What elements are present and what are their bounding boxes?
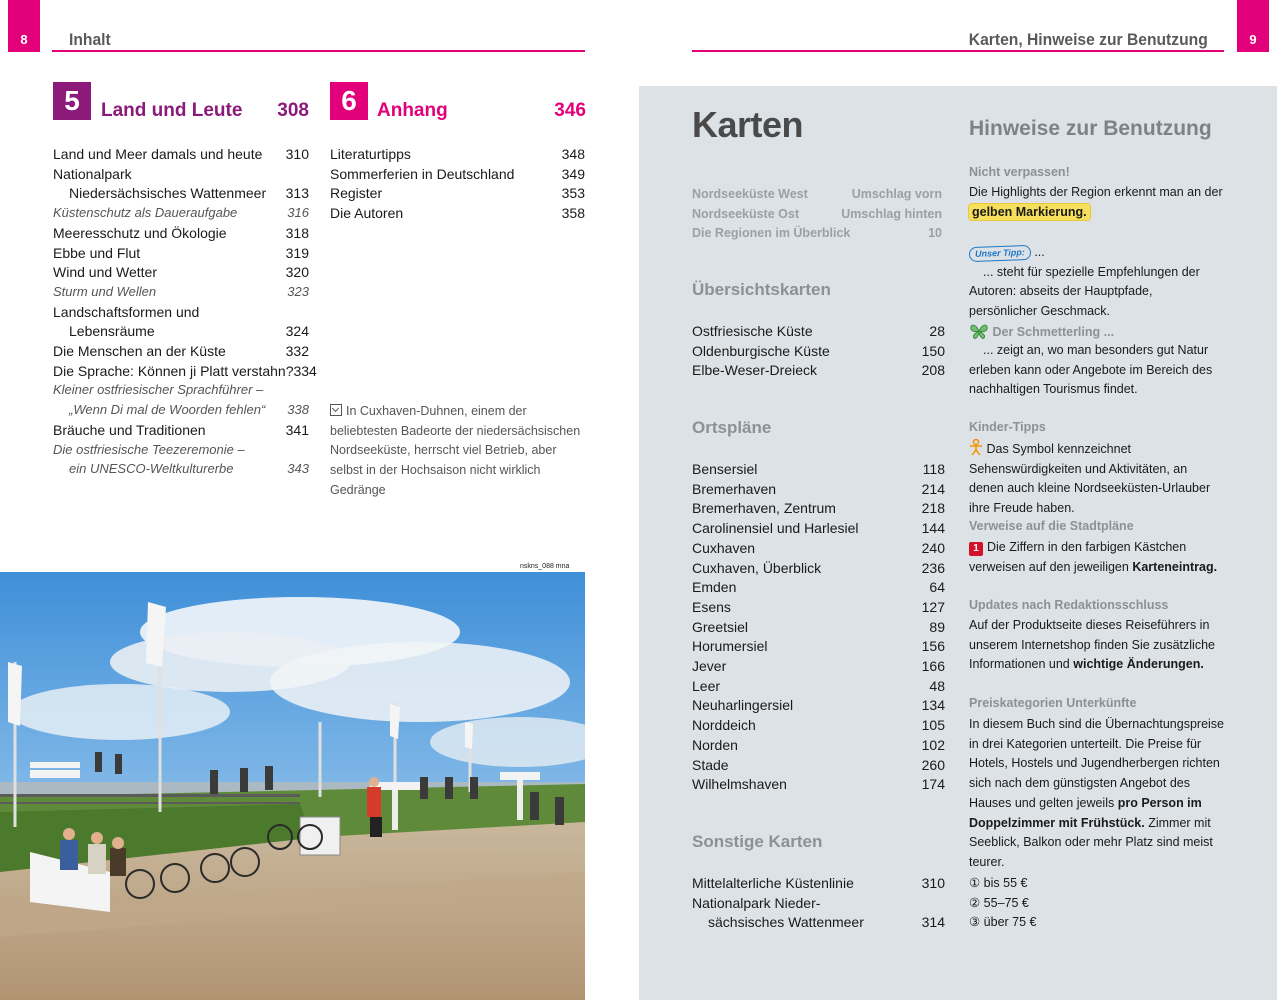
page-number-left: 8 <box>8 0 40 52</box>
verweise-text <box>969 538 1224 577</box>
toc-entry-text: Ebbe und Flut <box>53 244 141 261</box>
town-map-entry[interactable] <box>692 459 945 479</box>
town-map-entry[interactable] <box>692 636 945 656</box>
header-title-left: Inhalt <box>69 30 111 49</box>
toc-entry[interactable] <box>330 164 585 184</box>
toc-entry-page: 341 <box>285 421 309 438</box>
toc-entry-page: 324 <box>285 323 309 340</box>
price-category-1: ① bis 55 € <box>969 876 1028 890</box>
town-heading: Ortspläne <box>692 418 772 437</box>
unser-tipp-text: ... steht für spezielle Empfehlungen der Autoren: abseits der Hauptpfade, persönlicher Geschmack. <box>969 264 1200 319</box>
town-map-entry[interactable] <box>692 676 945 696</box>
toc-entry-page: 313 <box>285 185 309 202</box>
toc-entry[interactable] <box>53 400 309 420</box>
toc-entry[interactable] <box>53 282 309 302</box>
updates-bold[interactable]: wichtige Änderungen. <box>1073 657 1204 672</box>
town-map-entry-text: Cuxhaven, Überblick <box>692 559 822 576</box>
highlight-marker: gelben Markierung. <box>969 204 1090 220</box>
toc-entry[interactable] <box>53 459 309 479</box>
toc-entry[interactable] <box>53 302 309 322</box>
town-map-entry-page: 102 <box>921 736 945 753</box>
other-map-entry-text: Nationalpark Nieder- <box>692 894 821 911</box>
toc-entry-page: 323 <box>287 283 309 299</box>
toc-entry[interactable] <box>53 341 309 361</box>
town-map-entry-text: Wilhelmshaven <box>692 776 787 793</box>
toc-entry-text: Land und Meer damals und heute <box>53 146 263 162</box>
other-maps-heading: Sonstige Karten <box>692 832 823 851</box>
town-map-entry-text: Leer <box>692 677 721 694</box>
chapter-6-page: 346 <box>554 100 586 121</box>
toc-entry[interactable] <box>53 144 309 164</box>
kinder-heading: Kinder-Tipps <box>969 420 1046 434</box>
schmetterling-heading-row <box>969 322 1114 340</box>
verweise-heading: Verweise auf die Stadtpläne <box>969 519 1134 533</box>
town-map-entry-text: Horumersiel <box>692 638 768 655</box>
caption-arrow-icon <box>330 404 342 416</box>
schmetterling-text <box>969 341 1224 400</box>
town-map-entry[interactable] <box>692 656 945 676</box>
town-map-entry[interactable] <box>692 498 945 518</box>
town-map-entry-page: 134 <box>921 697 945 714</box>
toc-entry-page: 332 <box>285 343 309 359</box>
cover-map-entry-text: Nordseeküste Ost <box>692 206 799 221</box>
town-map-entry-text: Emden <box>692 579 737 596</box>
toc-entry-page: 358 <box>561 205 585 222</box>
toc-entry-page: 348 <box>561 146 585 162</box>
overview-map-entry-page: 208 <box>921 362 945 379</box>
overview-map-entry-page: 150 <box>921 342 945 359</box>
town-map-entry-page: 105 <box>921 717 945 734</box>
child-icon <box>969 439 983 455</box>
town-map-entry-text: Bremerhaven <box>692 480 777 497</box>
town-map-entry[interactable] <box>692 518 945 538</box>
town-map-entry-page: 118 <box>922 461 945 477</box>
karten-title: Karten <box>692 104 804 145</box>
toc-entry-text: Die Menschen an der Küste <box>53 343 226 359</box>
toc-entry[interactable] <box>330 183 585 203</box>
hinweise-title: Hinweise zur Benutzung <box>969 117 1212 140</box>
town-map-entry[interactable] <box>692 755 945 775</box>
photo-code: nskns_088 mna <box>520 563 570 570</box>
town-map-entry[interactable] <box>692 597 945 617</box>
toc-entry-page: 318 <box>285 224 309 241</box>
toc-entry[interactable] <box>53 243 309 263</box>
town-map-entry-page: 174 <box>921 776 945 793</box>
other-map-entry-page: 314 <box>921 914 945 931</box>
preise-heading: Preiskategorien Unterkünfte <box>969 696 1137 710</box>
kinder-body: Das Symbol kennzeichnet Sehenswürdigkeiten und Aktivitäten, an denen auch kleine Nordseeküsten-Urlauber ihre Freude haben. <box>969 442 1211 516</box>
toc-entry[interactable] <box>53 164 309 184</box>
unser-tipp-dots: ... <box>1034 245 1045 259</box>
town-map-entry-text: Cuxhaven <box>692 539 756 556</box>
town-map-entry[interactable] <box>692 715 945 735</box>
price-category-2: ② 55–75 € <box>969 896 1029 910</box>
other-map-entry-text: sächsisches Wattenmeer <box>708 914 864 931</box>
overview-map-entry-text: Elbe-Weser-Dreieck <box>692 362 817 379</box>
promenade-photo <box>0 572 585 1000</box>
town-map-entry-text: Esens <box>692 598 731 615</box>
toc-entry-text: Nationalpark <box>53 165 132 182</box>
schmetterling-heading: Der Schmetterling ... <box>992 325 1115 339</box>
town-map-entry[interactable] <box>692 538 945 558</box>
town-map-entry-page: 127 <box>921 598 945 615</box>
toc-entry-text: Literaturtipps <box>330 146 411 162</box>
price-category-3: ③ über 75 € <box>969 915 1037 929</box>
other-map-entry[interactable] <box>692 873 945 893</box>
cover-map-entry[interactable] <box>692 223 942 243</box>
other-map-entry-page: 310 <box>921 875 945 891</box>
header-rule-right <box>692 50 1224 52</box>
preise-body-1: In diesem Buch sind die Übernachtungspreise in drei Kategorien unterteilt. Die Preise für Hotels, Hostels und Jugendherbergen richten sich nach dem günstigsten Angebot des Hauses und gelten jeweils <box>969 717 1225 810</box>
town-map-entry[interactable] <box>692 577 945 597</box>
toc-entry-text: Register <box>330 185 383 202</box>
unser-tipp-block <box>969 243 1224 322</box>
town-map-entry-text: Norden <box>692 736 738 753</box>
overview-map-entry[interactable] <box>692 341 945 361</box>
kinder-text <box>969 439 1224 519</box>
other-map-entry[interactable] <box>692 912 945 932</box>
updates-heading: Updates nach Redaktionsschluss <box>969 598 1169 612</box>
town-map-entry-page: 48 <box>929 677 945 694</box>
overview-map-entry-text: Ostfriesische Küste <box>692 323 813 339</box>
verweise-bold: Karteneintrag. <box>1132 559 1218 574</box>
overview-map-entry[interactable] <box>692 360 945 380</box>
town-map-entry[interactable] <box>692 695 945 715</box>
toc-entry[interactable] <box>53 380 309 400</box>
town-map-entry-text: Bensersiel <box>692 461 758 477</box>
header-rule-left <box>52 50 585 52</box>
town-map-entry-page: 214 <box>921 480 945 497</box>
toc-entry-text: ein UNESCO-Weltkulturerbe <box>69 461 234 477</box>
preise-bold: pro Person im Doppelzimmer mit Frühstück. <box>969 795 1202 830</box>
nicht-verpassen-text <box>969 183 1224 222</box>
chapter-6-number: 6 <box>330 82 368 120</box>
chapter-6-title[interactable]: Anhang <box>377 100 448 121</box>
toc-entry-page: 338 <box>287 402 309 418</box>
toc-entry-text: Sturm und Wellen <box>53 283 157 299</box>
cover-map-entry-page: Umschlag hinten <box>841 206 942 221</box>
town-map-entry-text: Jever <box>692 658 727 674</box>
toc-entry[interactable] <box>53 321 309 341</box>
town-map-entry-text: Greetsiel <box>692 618 749 635</box>
toc-entry-page: 319 <box>285 244 309 261</box>
chapter-5-title[interactable]: Land und Leute <box>101 100 243 121</box>
toc-entry-page: 334 <box>293 362 317 379</box>
preise-text <box>969 715 1224 873</box>
town-map-entry-page: 166 <box>921 658 945 674</box>
toc-entry[interactable] <box>53 223 309 243</box>
updates-text <box>969 616 1224 675</box>
toc-entry-text: Lebensräume <box>69 323 155 340</box>
town-map-entry[interactable] <box>692 735 945 755</box>
other-map-entry-text: Mittelalterliche Küstenlinie <box>692 875 854 891</box>
town-map-entry-page: 156 <box>921 638 945 655</box>
unser-tipp-badge: Unser Tipp: <box>969 245 1031 262</box>
promenade-photo-illustration <box>0 572 585 1000</box>
verweise-body: Die Ziffern in den farbigen Kästchen verweisen auf den jeweiligen <box>969 540 1187 574</box>
toc-entry-page: 349 <box>561 165 585 182</box>
header-title-right: Karten, Hinweise zur Benutzung <box>969 30 1208 49</box>
chapter-5-page: 308 <box>277 100 309 121</box>
town-map-entry-text: Norddeich <box>692 717 756 734</box>
toc-entry[interactable] <box>53 183 309 203</box>
town-map-entry-page: 236 <box>921 559 945 576</box>
town-map-entry-text: Bremerhaven, Zentrum <box>692 500 836 517</box>
toc-entry-text: „Wenn Di mal de Woorden fehlen“ <box>69 402 266 418</box>
town-map-entry-page: 260 <box>921 756 945 773</box>
map-number-badge: 1 <box>969 542 983 556</box>
town-map-entry[interactable] <box>692 558 945 578</box>
toc-entry-text: Meeresschutz und Ökologie <box>53 224 227 241</box>
cover-map-entry-text: Die Regionen im Überblick <box>692 226 851 241</box>
toc-entry[interactable] <box>53 203 309 223</box>
town-map-entry-page: 240 <box>921 539 945 556</box>
toc-entry-text: Kleiner ostfriesischer Sprachführer – <box>53 382 264 398</box>
toc-entry-page: 353 <box>561 185 585 202</box>
toc-entry[interactable] <box>330 203 585 223</box>
toc-entry-page: 310 <box>285 146 309 162</box>
town-map-entry-page: 144 <box>921 520 945 537</box>
town-map-entry-text: Carolinensiel und Harlesiel <box>692 520 859 537</box>
cover-map-entry-text: Nordseeküste West <box>692 187 808 201</box>
town-map-entry-text: Neuharlingersiel <box>692 697 794 714</box>
toc-entry-text: Die Autoren <box>330 205 404 222</box>
chapter-5-number: 5 <box>53 82 91 120</box>
cover-map-entry-page: 10 <box>928 226 942 241</box>
town-map-entry[interactable] <box>692 617 945 637</box>
preise-body-2: Zimmer mit Seeblick, Balkon oder mehr Platz sind meist teurer. <box>969 815 1213 869</box>
toc-entry-page: 316 <box>287 205 309 221</box>
toc-entry-text: Bräuche und Traditionen <box>53 421 206 438</box>
overview-map-entry-text: Oldenburgische Küste <box>692 342 830 359</box>
photo-caption-text: In Cuxhaven-Duhnen, einem der beliebtesten Badeorte der niedersächsischen Nordseeküste, herrscht viel Betrieb, aber selbst in der Hochsaison nicht wirklich Gedränge <box>330 404 581 497</box>
page-number-right: 9 <box>1237 0 1269 52</box>
toc-entry-page: 343 <box>287 461 309 477</box>
toc-entry[interactable] <box>330 144 585 164</box>
cover-map-entry[interactable] <box>692 204 942 224</box>
town-map-entry-page: 89 <box>929 618 945 635</box>
town-map-entry[interactable] <box>692 774 945 794</box>
toc-entry-text: Die Sprache: Können ji Platt verstahn? <box>53 362 294 379</box>
nicht-verpassen-heading: Nicht verpassen! <box>969 165 1070 179</box>
town-map-entry-page: 64 <box>929 579 945 596</box>
toc-entry[interactable] <box>53 361 317 381</box>
town-map-entry[interactable] <box>692 479 945 499</box>
toc-entry-text: Sommerferien in Deutschland <box>330 165 515 182</box>
overview-map-entry-page: 28 <box>929 323 945 339</box>
other-map-entry[interactable] <box>692 893 945 913</box>
overview-map-entry[interactable] <box>692 321 945 341</box>
town-map-entry-text: Stade <box>692 756 729 773</box>
overview-heading: Übersichtskarten <box>692 280 831 299</box>
updates-body: Auf der Produktseite dieses Reiseführers in unserem Internetshop finden Sie zusätzliche Informationen und <box>969 618 1215 672</box>
toc-entry-text: Küstenschutz als Daueraufgabe <box>53 205 238 221</box>
nicht-verpassen-body: Die Highlights der Region erkennt man an der <box>969 185 1223 199</box>
cover-map-entry[interactable] <box>692 184 942 204</box>
butterfly-icon <box>969 322 989 340</box>
photo-caption <box>330 402 585 501</box>
schmetterling-body: ... zeigt an, wo man besonders gut Natur erleben kann oder Angebote im Bereich des nachhaltigen Tourismus findet. <box>969 343 1213 397</box>
town-map-entry-page: 218 <box>921 500 945 517</box>
toc-entry-text: Landschaftsformen und <box>53 303 200 320</box>
toc-entry-text: Wind und Wetter <box>53 264 158 281</box>
toc-entry-text: Die ostfriesische Teezeremonie – <box>53 441 245 457</box>
cover-map-entry-page: Umschlag vorn <box>851 187 942 201</box>
toc-entry[interactable] <box>53 420 309 440</box>
toc-entry[interactable] <box>53 262 309 282</box>
toc-entry-page: 320 <box>285 264 309 281</box>
toc-entry-text: Niedersächsisches Wattenmeer <box>69 185 267 202</box>
toc-entry[interactable] <box>53 440 309 460</box>
